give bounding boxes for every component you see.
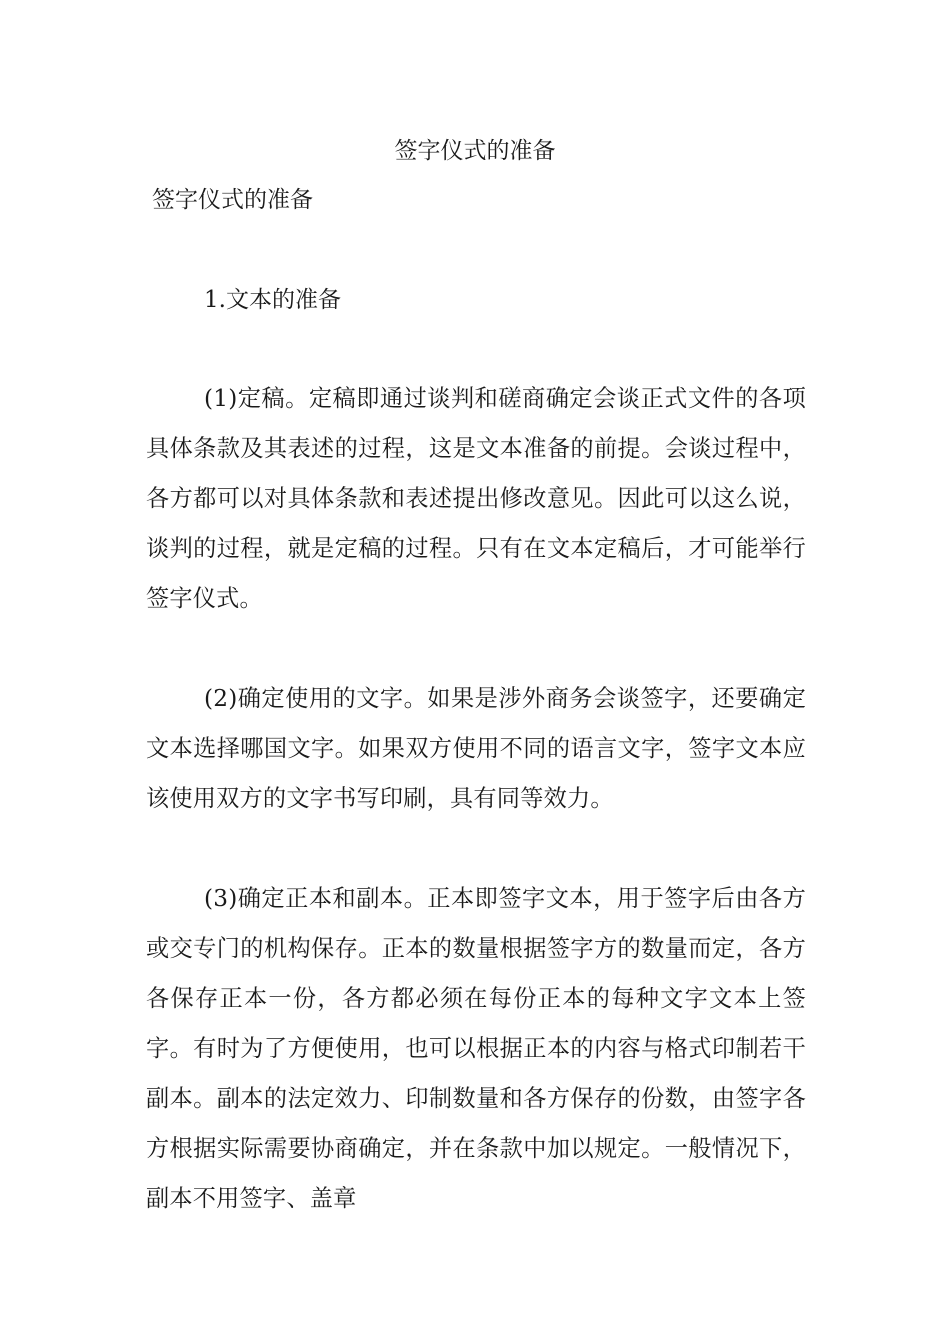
document-subtitle: 签字仪式的准备 [152, 187, 313, 213]
paragraph-finalize-draft: (1)定稿。定稿即通过谈判和磋商确定会谈正式文件的各项具体条款及其表述的过程，这是文本准备的前提。会谈过程中，各方都可以对具体条款和表述提出修改意见。因此可以这么说，谈判的过程，就是定稿的过程。只有在文本定稿后，才可能举行签字仪式。 [146, 385, 806, 612]
paragraph-language: (2)确定使用的文字。如果是涉外商务会谈签字，还要确定文本选择哪国文字。如果双方使用不同的语言文字，签字文本应该使用双方的文字书写印刷，具有同等效力。 [146, 685, 806, 812]
document-title: 签字仪式的准备 [394, 138, 556, 164]
paragraph-original-copies: (3)确定正本和副本。正本即签字文本，用于签字后由各方或交专门的机构保存。正本的数量根据签字方的数量而定，各方各保存正本一份，各方都必须在每份正本的每种文字文本上签字。有时为了方便使用，也可以根据正本的内容与格式印制若干副本。副本的法定效力、印制数量和各方保存的份数，由签字各方根据实际需要协商确定，并在条款中加以规定。一般情况下，副本不用签字、盖章 [146, 885, 806, 1212]
section-heading: 1.文本的准备 [204, 287, 341, 313]
